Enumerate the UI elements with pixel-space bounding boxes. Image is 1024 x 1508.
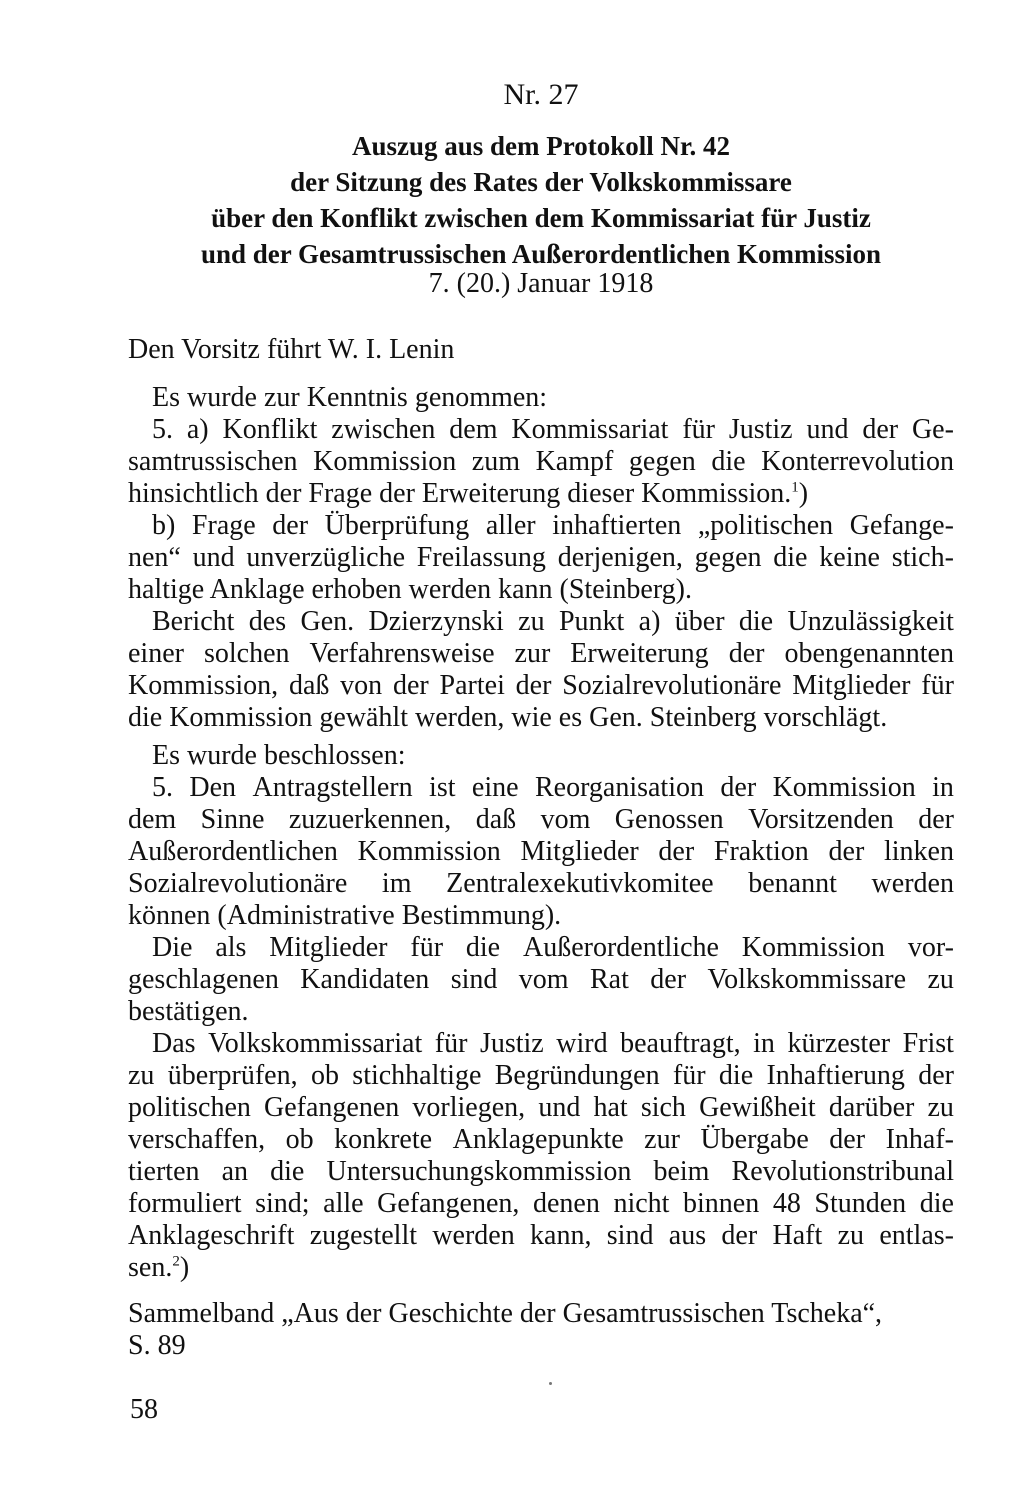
text-line: tierten an die Untersuchungskommission beim Revolutionstribunal	[128, 1156, 954, 1187]
title-line: und der Gesamtrussischen Außerordentlichen Kommission	[200, 239, 882, 269]
text-line: Das Volkskommissariat für Justiz wird beauftragt, in kürzester Frist	[152, 1028, 954, 1059]
noted-item-a	[128, 414, 954, 510]
text-line: bestätigen.	[128, 996, 249, 1027]
text-line: haltige Anklage erhoben werden kann (Steinberg).	[128, 574, 692, 605]
text-line: können (Administrative Bestimmung).	[128, 900, 562, 931]
document-title	[0, 128, 1024, 272]
text-line: Außerordentlichen Kommission Mitglieder der Fraktion der linken	[128, 836, 954, 867]
text-line: dem Sinne zuzuerkennen, daß vom Genossen Vorsitzenden der	[128, 804, 954, 835]
title-line: Auszug aus dem Protokoll Nr. 42	[351, 131, 731, 161]
footnote-marker: 1	[791, 479, 799, 496]
chair-line: Den Vorsitz führt W. I. Lenin	[128, 334, 455, 365]
text-line: 5. Den Antragstellern ist eine Reorganisation der Kommission in	[152, 772, 954, 803]
text-line: samtrussischen Kommission zum Kampf gegen die Konterrevolution	[128, 446, 954, 477]
text-line: formuliert sind; alle Gefangenen, denen nicht binnen 48 Stunden die	[128, 1188, 954, 1219]
noted-intro: Es wurde zur Kenntnis genommen:	[152, 382, 548, 413]
text-line: politischen Gefangenen vorliegen, und hat sich Gewißheit darüber zu	[128, 1092, 954, 1123]
title-line: über den Konflikt zwischen dem Kommissariat für Justiz	[211, 203, 871, 233]
source-citation	[128, 1298, 954, 1362]
resolved-intro: Es wurde beschlossen:	[152, 740, 406, 771]
justice-paragraph	[128, 1028, 954, 1284]
footnote-marker: 2	[172, 1253, 180, 1270]
noted-item-b	[128, 510, 954, 606]
noted-section	[128, 382, 954, 734]
report-paragraph	[128, 606, 954, 734]
text-line: einer solchen Verfahrensweise zur Erweiterung der obengenannten	[128, 638, 954, 669]
text-line: Sammelband „Aus der Geschichte der Gesamtrussischen Tscheka“,	[128, 1298, 883, 1329]
text-line: die Kommission gewählt werden, wie es Gen. Steinberg vorschlägt.	[128, 702, 888, 733]
text-line: Bericht des Gen. Dzierzynski zu Punkt a) über die Unzulässigkeit	[152, 606, 954, 637]
members-paragraph	[128, 932, 954, 1028]
print-speck	[549, 1382, 552, 1385]
resolved-section	[128, 740, 954, 1284]
text-line: S. 89	[128, 1330, 186, 1361]
text-line: Die als Mitglieder für die Außerordentliche Kommission vor-	[152, 932, 954, 963]
page-number: 58	[130, 1394, 158, 1425]
title-line: der Sitzung des Rates der Volkskommissare	[290, 167, 792, 197]
text-line: Kommission, daß von der Partei der Sozialrevolutionäre Mitglieder für	[128, 670, 954, 701]
text-line: verschaffen, ob konkrete Anklagepunkte zur Übergabe der Inhaf-	[128, 1124, 954, 1155]
text-line: hinsichtlich der Frage der Erweiterung dieser Kommission.$^1$)	[128, 478, 809, 509]
text-line: geschlagenen Kandidaten sind vom Rat der Volkskommissare zu	[128, 964, 954, 995]
document-number: Nr. 27	[503, 78, 579, 111]
text-line: b) Frage der Überprüfung aller inhaftierten „politischen Gefange-	[152, 510, 954, 541]
document-date: 7. (20.) Januar 1918	[428, 268, 654, 299]
text-line: nen“ und unverzügliche Freilassung derjenigen, gegen die keine stich-	[128, 542, 954, 573]
text-line: sen.$^2$)	[128, 1252, 190, 1283]
text-line: Anklageschrift zugestellt werden kann, sind aus der Haft zu entlas-	[128, 1220, 954, 1251]
text-line: zu überprüfen, ob stichhaltige Begründungen für die Inhaftierung der	[128, 1060, 954, 1091]
text-line: Sozialrevolutionäre im Zentralexekutivkomitee benannt werden	[128, 868, 954, 899]
text-line: 5. a) Konflikt zwischen dem Kommissariat für Justiz und der Ge-	[152, 414, 954, 445]
resolved-item-5	[128, 772, 954, 932]
